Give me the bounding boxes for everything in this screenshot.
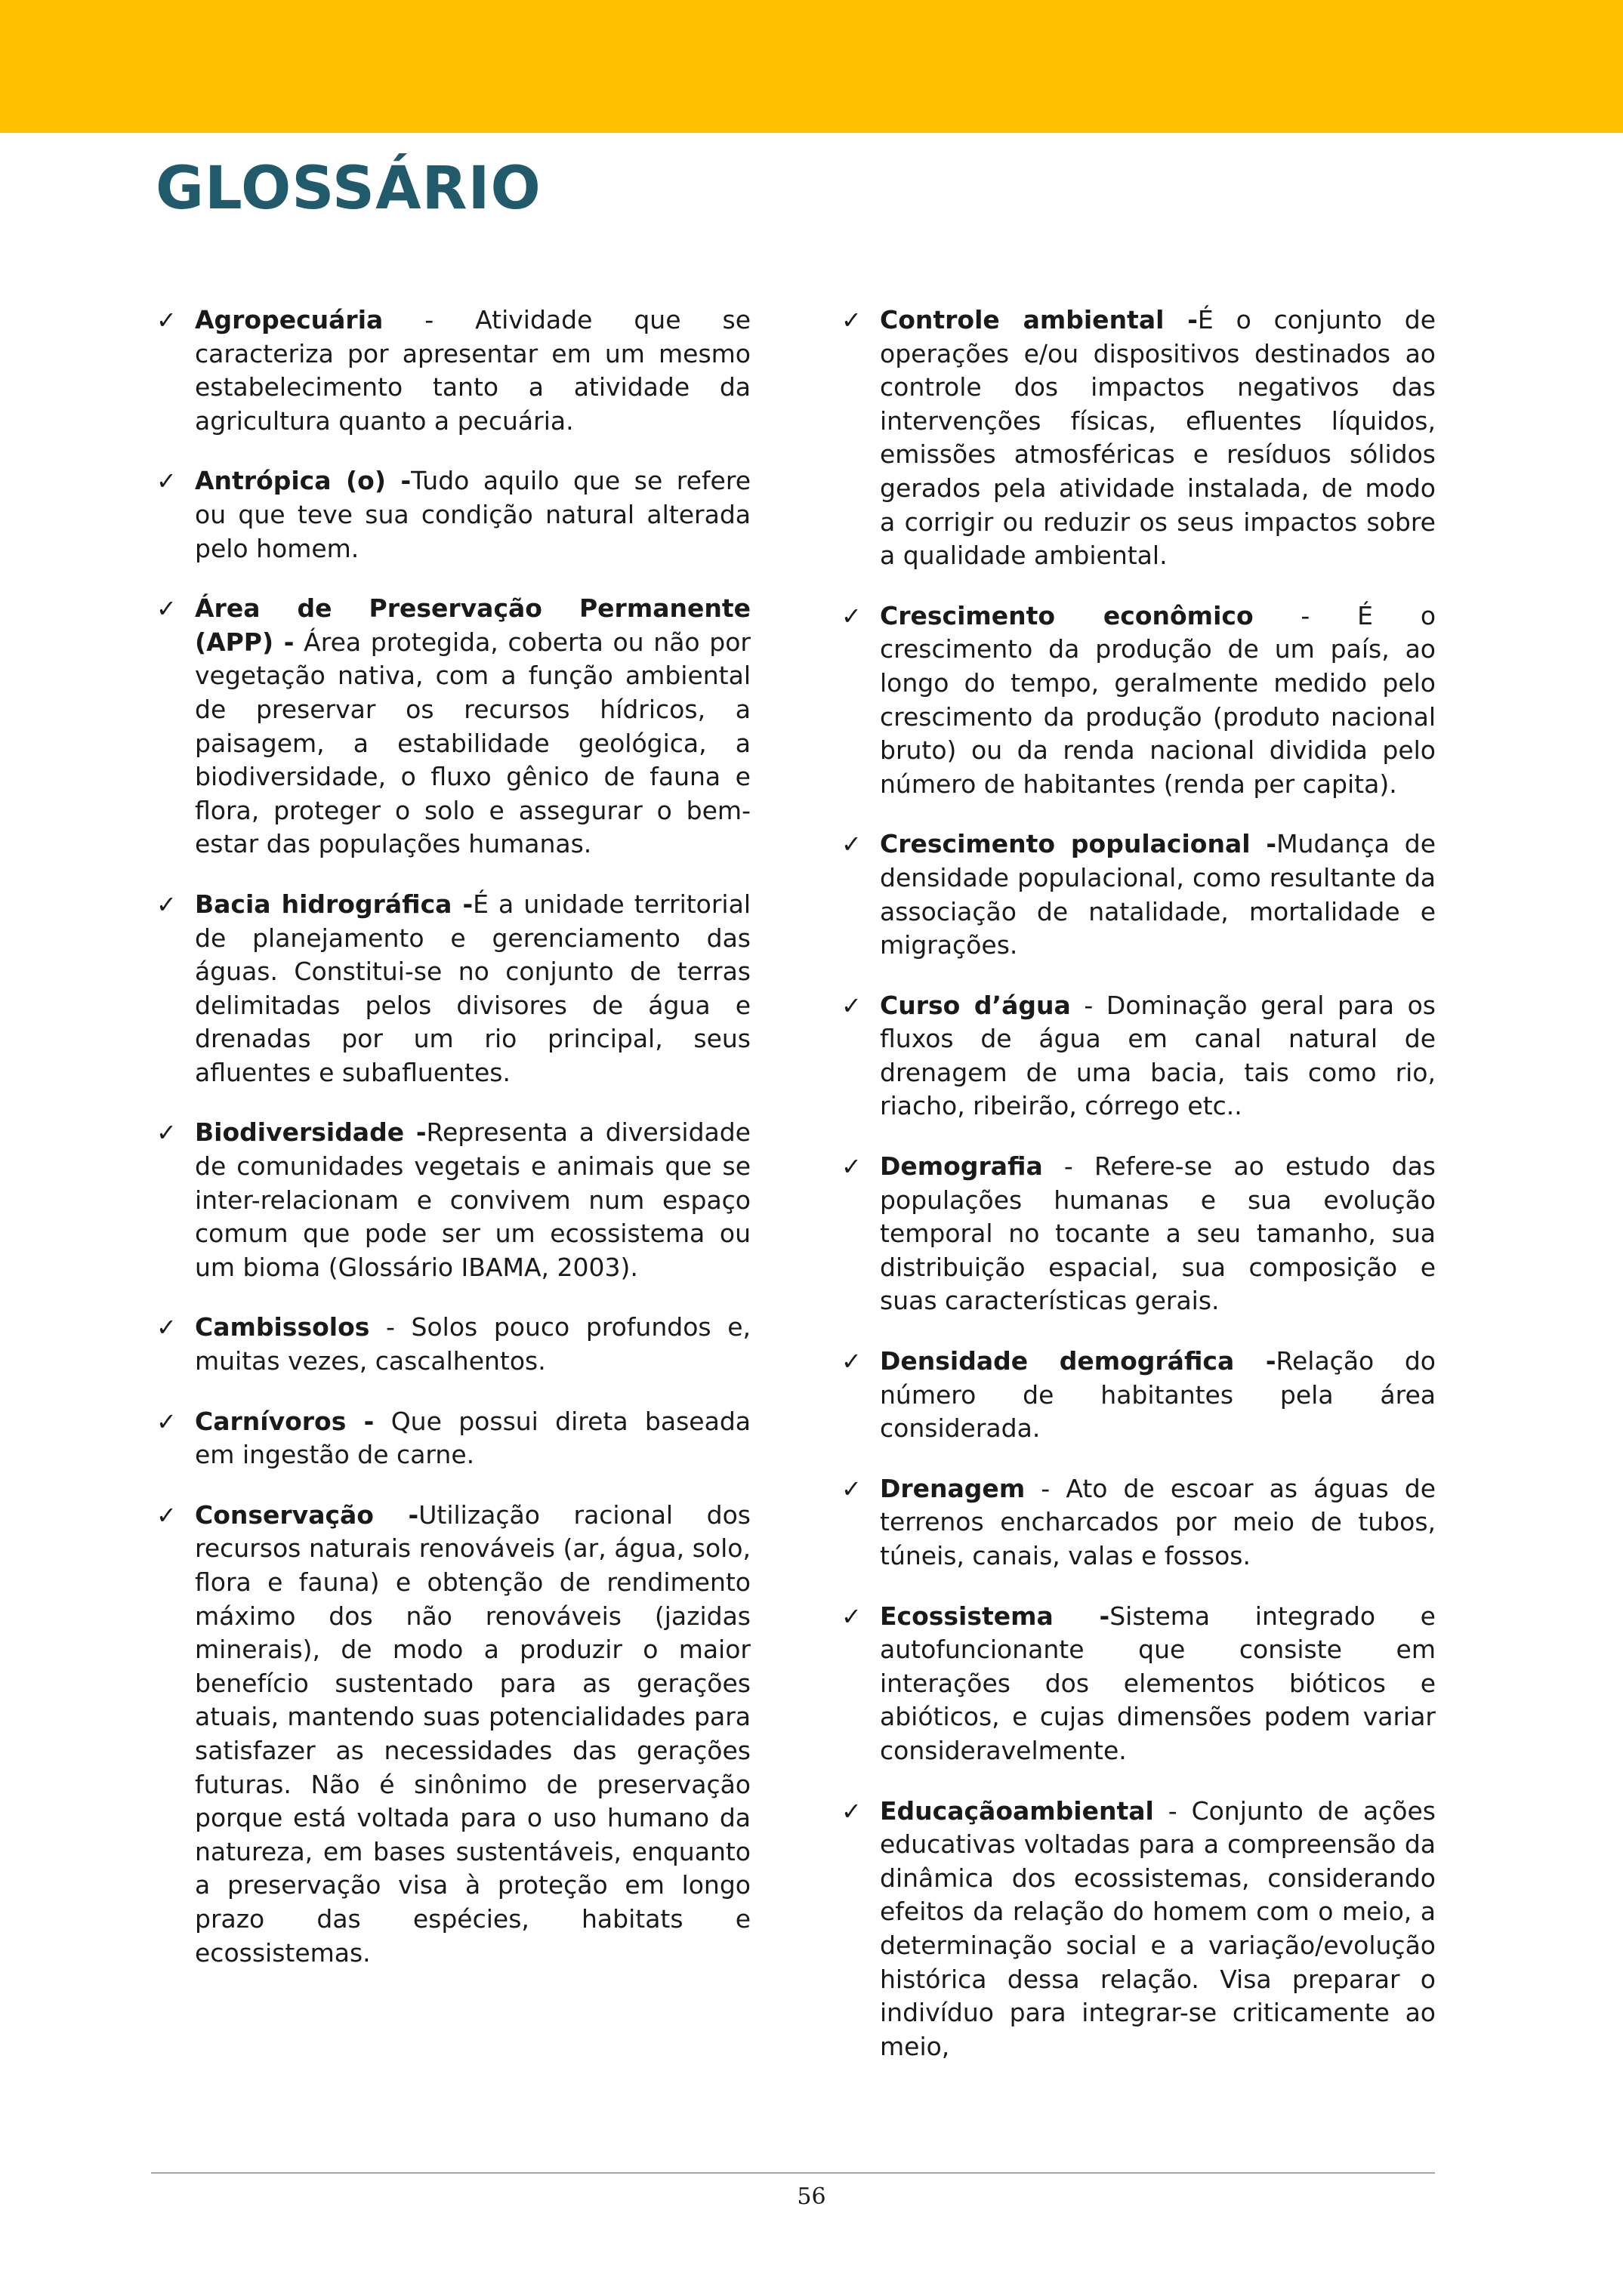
checkmark-icon: ✓ xyxy=(841,601,862,630)
glossary-definition: - Ato de escoar as águas de terrenos encharcados por meio de tubos, túneis, canais, valas e fossos. xyxy=(880,1473,1436,1570)
glossary-term: Crescimento econômico xyxy=(880,600,1254,630)
glossary-definition: Mudança de densidade populacional, como resultante da associação de natalidade, mortalidade e migrações. xyxy=(880,829,1436,960)
glossary-entry xyxy=(841,1600,1436,1768)
checkmark-icon: ✓ xyxy=(156,1313,177,1342)
glossary-definition: Relação do número de habitantes pela área considerada. xyxy=(880,1346,1436,1444)
glossary-entry xyxy=(841,989,1436,1123)
glossary-definition: Área protegida, coberta ou não por vegetação nativa, com a função ambiental de preservar os recursos hídricos, a paisagem, a estabilidade geológica, a biodiversidade, o fluxo gênico de fauna e flora, proteger o solo e assegurar o bem-estar das populações humanas. xyxy=(195,627,751,859)
glossary-term: Demografia xyxy=(880,1151,1043,1182)
glossary-definition: - Conjunto de ações educativas voltadas para a compreensão da dinâmica dos ecossistemas, considerando efeitos da relação do homem com o meio, a determinação social e a variação/evolução histórica dessa relação. Visa preparar o indivíduo para integrar-se criticamente ao meio, xyxy=(880,1795,1436,2061)
glossary-term: Agropecuária xyxy=(195,305,384,334)
glossary-definition: É o conjunto de operações e/ou dispositivos destinados ao controle dos impactos negativos das intervenções físicas, efluentes líquidos, emissões atmosféricas e resíduos sólidos gerados pela atividade instalada, de modo a corrigir ou reduzir os seus impactos sobre a qualidade ambiental. xyxy=(880,305,1436,571)
glossary-column-left xyxy=(156,304,751,1996)
glossary-term: Carnívoros - xyxy=(195,1406,375,1436)
checkmark-icon: ✓ xyxy=(841,1474,862,1503)
glossary-definition: Representa a diversidade de comunidades vegetais e animais que se inter-relacionam e convivem num espaço comum que pode ser um ecossistema ou um bioma (Glossário IBAMA, 2003). xyxy=(195,1117,751,1282)
glossary-definition: Que possui direta baseada em ingestão de carne. xyxy=(195,1406,751,1470)
checkmark-icon: ✓ xyxy=(841,830,862,859)
glossary-term: Drenagem xyxy=(880,1473,1026,1503)
glossary-term: Área de Preservação Permanente (APP) - xyxy=(195,593,751,657)
checkmark-icon: ✓ xyxy=(156,1500,177,1530)
glossary-definition: Utilização racional dos recursos naturais renováveis (ar, água, solo, flora e fauna) e obtenção de rendimento máximo dos não renováveis (jazidas minerais), de modo a produzir o maior benefício sustentado para as gerações atuais, mantendo suas potencialidades para satisfazer as necessidades das gerações futuras. Não é sinônimo de preservação porque está voltada para o uso humano da natureza, em bases sustentáveis, enquanto a preservação visa à proteção em longo prazo das espécies, habitats e ecossistemas. xyxy=(195,1499,751,1968)
glossary-definition: - É o crescimento da produção de um país, ao longo do tempo, geralmente medido pelo crescimento da produção (produto nacional bruto) ou da renda nacional dividida pelo número de habitantes (renda per capita). xyxy=(880,600,1436,799)
glossary-term: Educaçãoambiental xyxy=(880,1795,1154,1826)
checkmark-icon: ✓ xyxy=(841,306,862,334)
glossary-entry xyxy=(156,304,751,438)
glossary-term: Densidade demográfica - xyxy=(880,1346,1276,1376)
glossary-term: Bacia hidrográfica - xyxy=(195,889,474,919)
glossary-term: Cambissolos xyxy=(195,1312,370,1342)
glossary-definition: - Solos pouco profundos e, muitas vezes, cascalhentos. xyxy=(195,1312,751,1376)
glossary-definition: Sistema integrado e autofuncionante que consiste em interações dos elementos bióticos e abióticos, e cujas dimensões podem variar consideravelmente. xyxy=(880,1601,1436,1765)
glossary-entry xyxy=(841,304,1436,573)
glossary-entry xyxy=(841,1472,1436,1573)
glossary-entry xyxy=(841,599,1436,802)
glossary-entry xyxy=(841,1795,1436,2064)
footer-divider xyxy=(151,2172,1435,2174)
glossary-entry xyxy=(156,592,751,861)
glossary-term: Crescimento populacional - xyxy=(880,829,1277,859)
glossary-entry xyxy=(156,1499,751,1970)
glossary-entry xyxy=(841,1150,1436,1318)
glossary-entry xyxy=(156,1116,751,1284)
glossary-definition: É a unidade territorial de planejamento e gerenciamento das águas. Constitui-se no conjunto de terras delimitadas pelos divisores de água e drenadas por um rio principal, seus afluentes e subafluentes. xyxy=(195,889,751,1087)
glossary-term: Curso d’água xyxy=(880,990,1071,1020)
glossary-term: Conservação - xyxy=(195,1499,419,1530)
glossary-term: Antrópica (o) - xyxy=(195,466,412,496)
glossary-definition: Tudo aquilo que se refere ou que teve sua condição natural alterada pelo homem. xyxy=(195,466,751,563)
checkmark-icon: ✓ xyxy=(156,306,177,334)
glossary-definition: - Refere-se ao estudo das populações humanas e sua evolução temporal no tocante a seu tamanho, sua distribuição espacial, sua composição e suas características gerais. xyxy=(880,1151,1436,1316)
checkmark-icon: ✓ xyxy=(156,467,177,496)
glossary-definition: - Atividade que se caracteriza por apresentar em um mesmo estabelecimento tanto a atividade da agricultura quanto a pecuária. xyxy=(195,305,751,436)
glossary-entry xyxy=(156,888,751,1090)
glossary-column-right xyxy=(841,304,1436,2090)
checkmark-icon: ✓ xyxy=(841,1347,862,1376)
glossary-entry xyxy=(841,1345,1436,1446)
glossary-entry xyxy=(156,1405,751,1472)
glossary-entry xyxy=(156,1311,751,1378)
glossary-entry xyxy=(841,827,1436,962)
checkmark-icon: ✓ xyxy=(156,889,177,919)
glossary-term: Controle ambiental - xyxy=(880,305,1198,334)
glossary-term: Biodiversidade - xyxy=(195,1117,427,1148)
glossary-term: Ecossistema - xyxy=(880,1601,1110,1631)
glossary-definition: - Dominação geral para os fluxos de água em canal natural de drenagem de uma bacia, tais como rio, riacho, ribeirão, córrego etc.. xyxy=(880,990,1436,1121)
checkmark-icon: ✓ xyxy=(156,1407,177,1436)
checkmark-icon: ✓ xyxy=(156,594,177,624)
page-number: 56 xyxy=(797,2184,826,2210)
checkmark-icon: ✓ xyxy=(841,1601,862,1631)
checkmark-icon: ✓ xyxy=(841,991,862,1020)
checkmark-icon: ✓ xyxy=(841,1152,862,1182)
page-title: GLOSSÁRIO xyxy=(156,155,542,223)
header-band xyxy=(0,0,1623,133)
glossary-entry xyxy=(156,464,751,566)
checkmark-icon: ✓ xyxy=(156,1118,177,1148)
checkmark-icon: ✓ xyxy=(841,1796,862,1826)
